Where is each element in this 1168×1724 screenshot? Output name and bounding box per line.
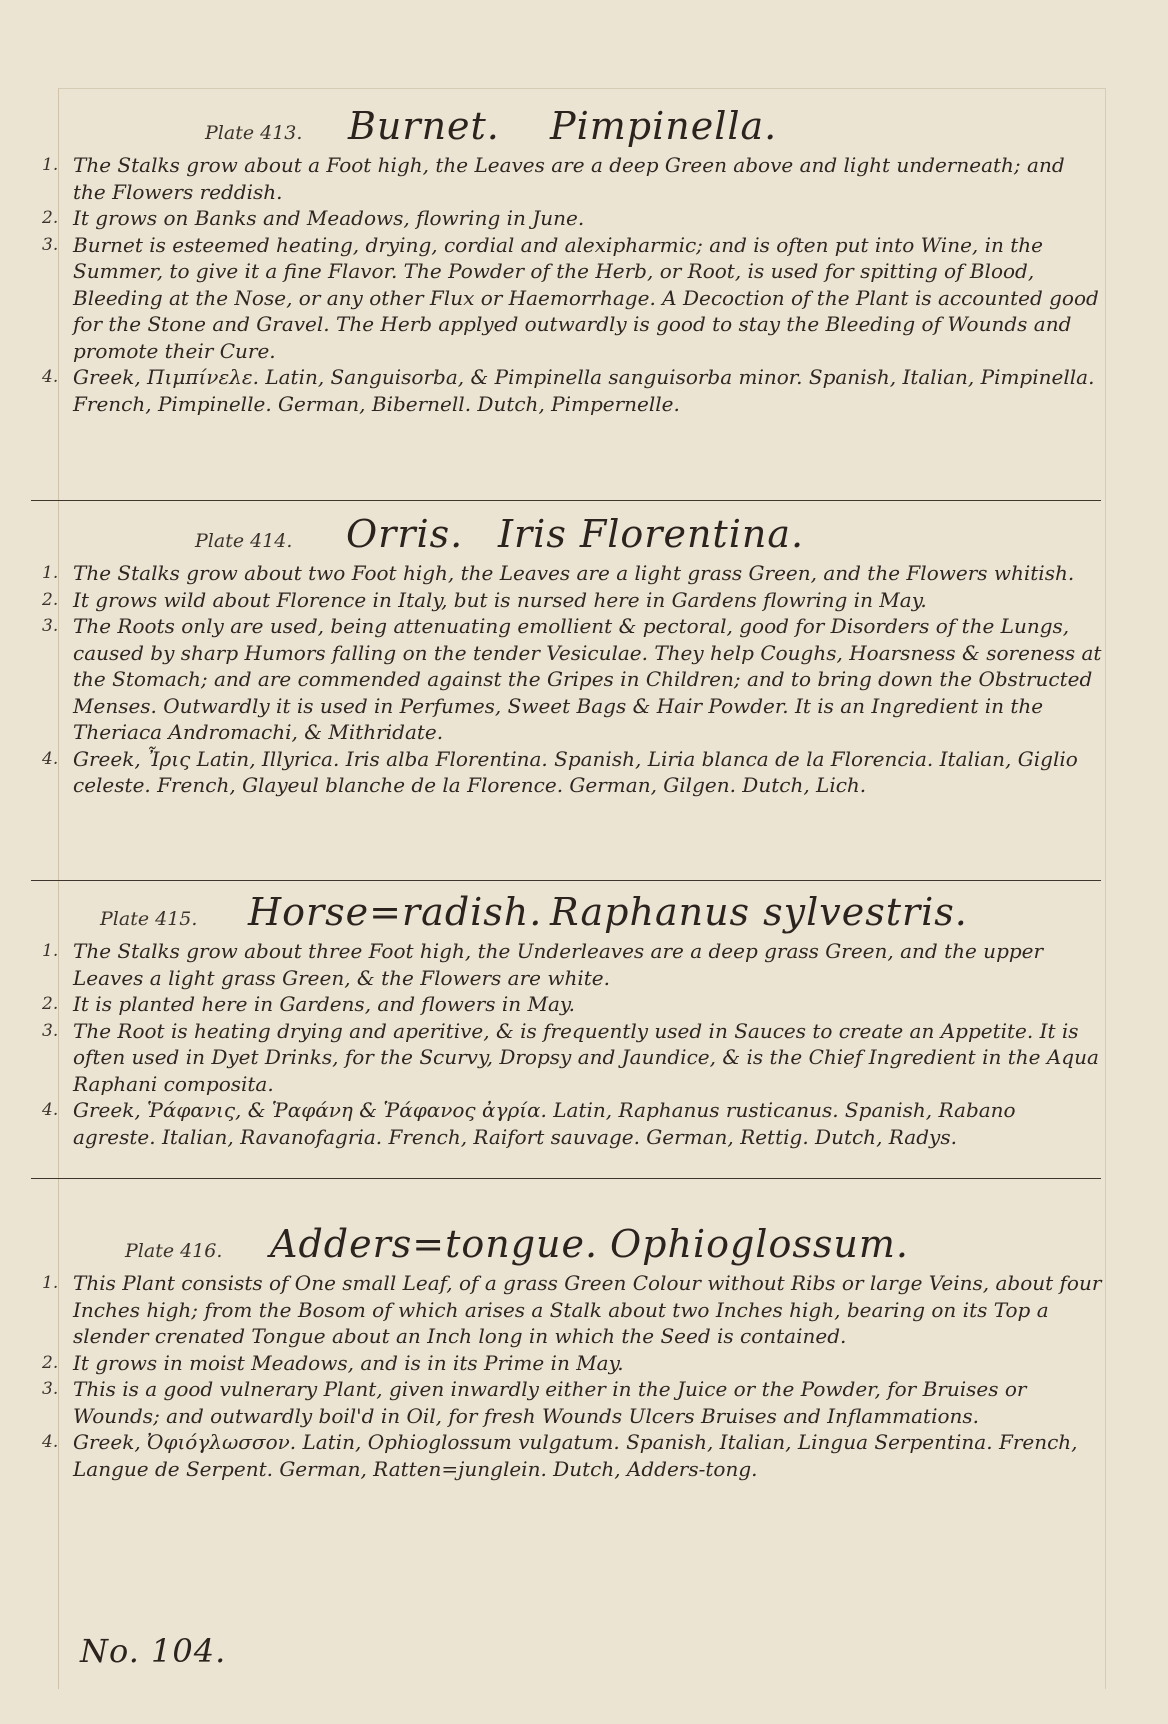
entry-number: 3. (42, 1020, 59, 1041)
english-name: Burnet. (348, 104, 500, 148)
latin-name: Ophioglossum. (610, 1222, 909, 1266)
entry (30, 1018, 1110, 1098)
entry-number: 1. (42, 155, 59, 175)
section-heading (30, 512, 1110, 560)
entry-number: 2. (42, 208, 59, 228)
english-name: Adders=tongue. (270, 1222, 599, 1266)
entry (30, 1270, 1110, 1350)
entry-text: This Plant consists of One small Leaf, of a grass Green Colour without Ribs or large Veins, about four Inches high; from the Bosom of which arises a Stalk about two Inches high, bearing on its Top a slender crenated Tongue about an Inch long in which the Seed is contained. (73, 1271, 1102, 1348)
page-number: No. 104. (80, 1632, 227, 1670)
entry-text: Greek, Ὀφιόγλωσσον. Latin, Ophioglossum vulgatum. Spanish, Italian, Lingua Serpentina. French, Langue de Serpent. German, Ratten=junglein. Dutch, Adders-tong. (73, 1430, 1078, 1481)
latin-name: Raphanus sylvestris. (550, 890, 968, 934)
plate-label: Plate 415. (100, 908, 198, 930)
entry (30, 938, 1110, 991)
entry-text: It grows wild about Florence in Italy, but is nursed here in Gardens flowring in May. (73, 587, 927, 612)
entry-text: This is a good vulnerary Plant, given inwardly either in the Juice or the Powder, for Bruises or Wounds; and outwardly boil'd in Oil, for fresh Wounds Ulcers Bruises and Inflammations. (73, 1377, 1027, 1428)
entry-text: The Stalks grow about two Foot high, the Leaves are a light grass Green, and the Flowers whitish. (73, 561, 1075, 585)
section-heading (30, 890, 1110, 938)
entry-text: It is planted here in Gardens, and flowers in May. (73, 992, 575, 1016)
entry (30, 746, 1110, 799)
entry-number: 1. (42, 941, 59, 961)
section-orris (30, 512, 1110, 799)
entry-number: 2. (42, 589, 59, 610)
latin-name: Pimpinella. (550, 104, 778, 148)
latin-name: Iris Florentina. (498, 512, 805, 556)
entry-number: 3. (42, 616, 59, 636)
entry-number: 4. (42, 367, 59, 387)
entry (30, 991, 1110, 1018)
section-heading (30, 1222, 1110, 1270)
plate-label: Plate 413. (205, 122, 303, 144)
entry (30, 1429, 1110, 1482)
section-divider (31, 880, 1101, 881)
entry-text: It grows on Banks and Meadows, flowring in June. (73, 206, 585, 230)
entry-number: 4. (42, 1100, 59, 1120)
entry-number: 4. (42, 1432, 59, 1452)
entry-number: 2. (42, 1352, 59, 1373)
entry-text: It grows in moist Meadows, and is in its Prime in May. (73, 1350, 624, 1375)
entry (30, 232, 1110, 365)
entry-text: Burnet is esteemed heating, drying, cordial and alexipharmic; and is often put into Wine, in the Summer, to give it a fine Flavor. The Powder of the Herb, or Root, is used for spitting of Blood, Bleeding at the Nose, or any other Flux or Haemorrhage. A Decoction of the Plant is accounted good for the Stone and Gravel. The Herb applyed outwardly is good to stay the Bleeding of Wounds and promote their Cure. (73, 232, 1099, 363)
entry (30, 1350, 1110, 1377)
english-name: Horse=radish. (248, 890, 543, 934)
entry-text: Greek, Πιμπίνελε. Latin, Sanguisorba, & Pimpinella sanguisorba minor. Spanish, Italian, Pimpinella. French, Pimpinelle. German, Bibernell. Dutch, Pimpernelle. (73, 365, 1095, 416)
entry (30, 152, 1110, 205)
entry-number: 2. (42, 994, 59, 1014)
entry-text: The Roots only are used, being attenuating emollient & pectoral, good for Disorders of the Lungs, caused by sharp Humors falling on the tender Vesiculae. They help Coughs, Hoarsness & soreness at the Stomach; and are commended against the Gripes in Children; and to bring down the Obstructed Menses. Outwardly it is used in Perfumes, Sweet Bags & Hair Powder. It is an Ingredient in the Theriaca Andromachi, & Mithridate. (73, 614, 1102, 744)
entry (30, 1097, 1110, 1150)
entry-text: The Stalks grow about three Foot high, the Underleaves are a deep grass Green, and the upper Leaves a light grass Green, & the Flowers are white. (73, 939, 1044, 990)
entry (30, 613, 1110, 746)
plate-label: Plate 416. (125, 1240, 223, 1262)
entry-text: The Root is heating drying and aperitive, & is frequently used in Sauces to create an Appetite. It is often used in Dyet Drinks, for the Scurvy, Dropsy and Jaundice, & is the Chief Ingredient in the Aqua Raphani composita. (73, 1018, 1099, 1096)
entry-text: Greek, Ῥάφανις, & Ῥαφάνη & Ῥάφανος ἀγρία. Latin, Raphanus rusticanus. Spanish, Rabano agreste. Italian, Ravanofagria. French, Raifort sauvage. German, Rettig. Dutch, Radys. (73, 1098, 1016, 1149)
section-adders-tongue (30, 1222, 1110, 1482)
section-horse-radish (30, 890, 1110, 1150)
section-divider (31, 1178, 1101, 1179)
entry-number: 3. (42, 1379, 59, 1399)
entry (30, 364, 1110, 417)
section-burnet (30, 104, 1110, 417)
entry-text: The Stalks grow about a Foot high, the Leaves are a deep Green above and light underneath; and the Flowers reddish. (73, 153, 1065, 204)
entry-number: 3. (42, 234, 59, 255)
entry-text: Greek, Ἶρις Latin, Illyrica. Iris alba Florentina. Spanish, Liria blanca de la Florencia. Italian, Giglio celeste. French, Glayeul blanche de la Florence. German, Gilgen. Dutch, Lich. (73, 746, 1078, 797)
entry-number: 4. (42, 748, 59, 769)
entry (30, 205, 1110, 232)
entry-number: 1. (42, 563, 59, 583)
entry (30, 1376, 1110, 1429)
plate-label: Plate 414. (195, 530, 293, 552)
entry (30, 587, 1110, 614)
english-name: Orris. (346, 512, 464, 556)
entry (30, 560, 1110, 587)
section-divider (31, 500, 1101, 501)
section-heading (30, 104, 1110, 152)
entry-number: 1. (42, 1273, 59, 1293)
